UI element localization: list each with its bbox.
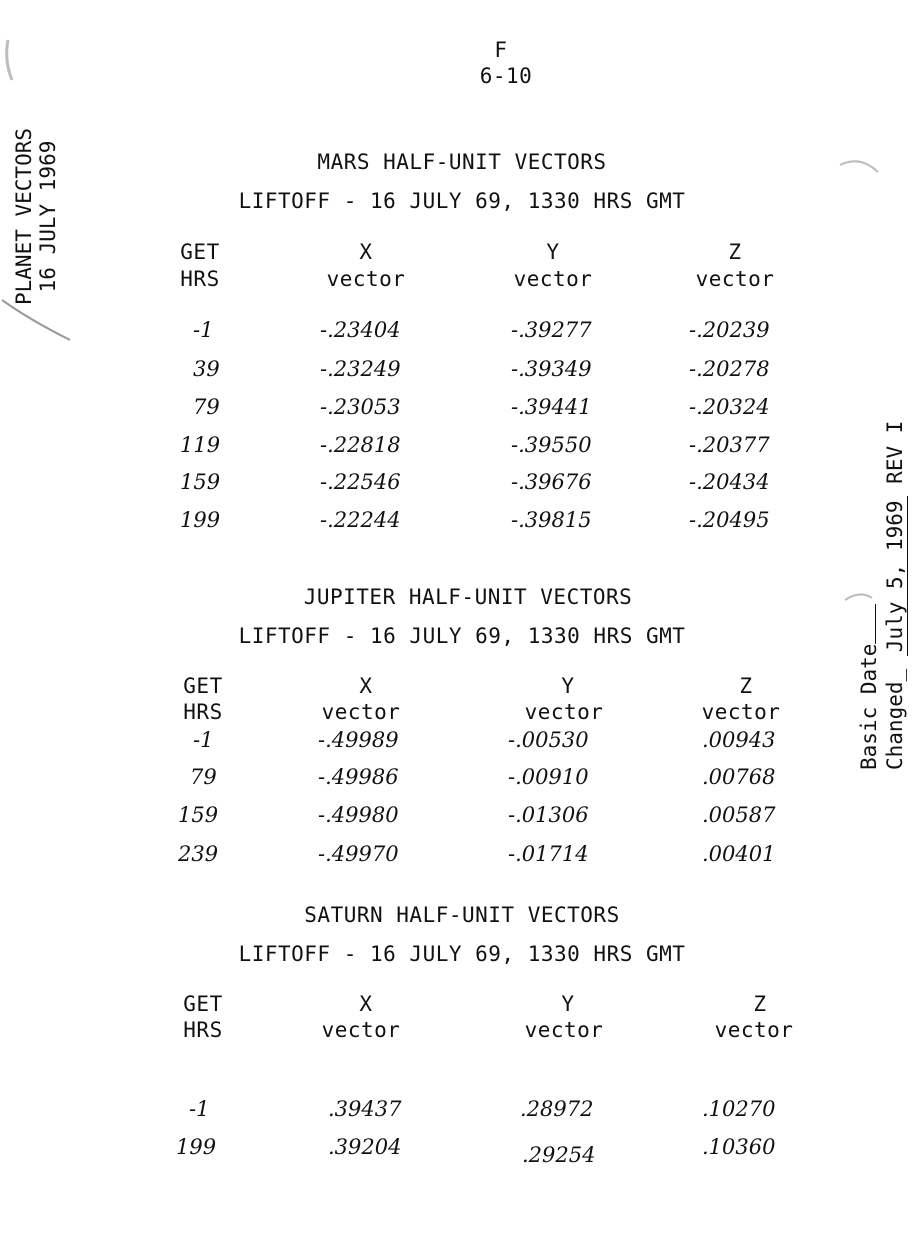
jupiter-header-x: X [359,674,373,698]
jupiter-header-z: Z [739,674,753,698]
changed-date: July 5, 1969 [883,496,908,656]
jupiter-header-get: GET [183,674,223,698]
saturn-title: SATURN HALF-UNIT VECTORS [304,903,620,927]
basic-date-line: Basic Date [856,421,882,770]
saturn-header-x-vector: vector [321,1018,401,1042]
jupiter-title: JUPITER HALF-UNIT VECTORS [303,585,633,609]
mars-header-y: Y [546,240,560,264]
mars-header-hrs: HRS [180,267,220,291]
saturn-header-y-vector: vector [524,1018,604,1042]
page-section: F [494,38,508,62]
jupiter-header-y: Y [561,674,575,698]
side-label-date: 16 JULY 1969 [36,140,60,293]
jupiter-header-x-vector: vector [321,700,401,724]
mars-header-y-vector: vector [513,267,593,291]
jupiter-header-y-vector: vector [524,700,604,724]
revision: REV I [883,420,907,484]
mars-header-x: X [359,240,373,264]
jupiter-header-z-vector: vector [701,700,781,724]
mars-subtitle: LIFTOFF - 16 JULY 69, 1330 HRS GMT [238,189,686,213]
jupiter-subtitle: LIFTOFF - 16 JULY 69, 1330 HRS GMT [238,624,686,648]
jupiter-header-hrs: HRS [183,700,223,724]
saturn-header-z-vector: vector [714,1018,794,1042]
saturn-header-z: Z [753,992,767,1016]
page-number: 6-10 [479,64,533,88]
mars-header-get: GET [180,240,220,264]
saturn-header-get: GET [183,992,223,1016]
mars-header-x-vector: vector [326,267,406,291]
mars-header-z: Z [728,240,742,264]
saturn-header-y: Y [561,992,575,1016]
saturn-subtitle: LIFTOFF - 16 JULY 69, 1330 HRS GMT [238,942,686,966]
changed-date-line: Changed_ July 5, 1969 REV I [883,420,907,770]
side-label-title: PLANET VECTORS [12,127,36,305]
saturn-header-hrs: HRS [183,1018,223,1042]
mars-header-z-vector: vector [695,267,775,291]
mars-title: MARS HALF-UNIT VECTORS [317,150,607,174]
saturn-header-x: X [359,992,373,1016]
